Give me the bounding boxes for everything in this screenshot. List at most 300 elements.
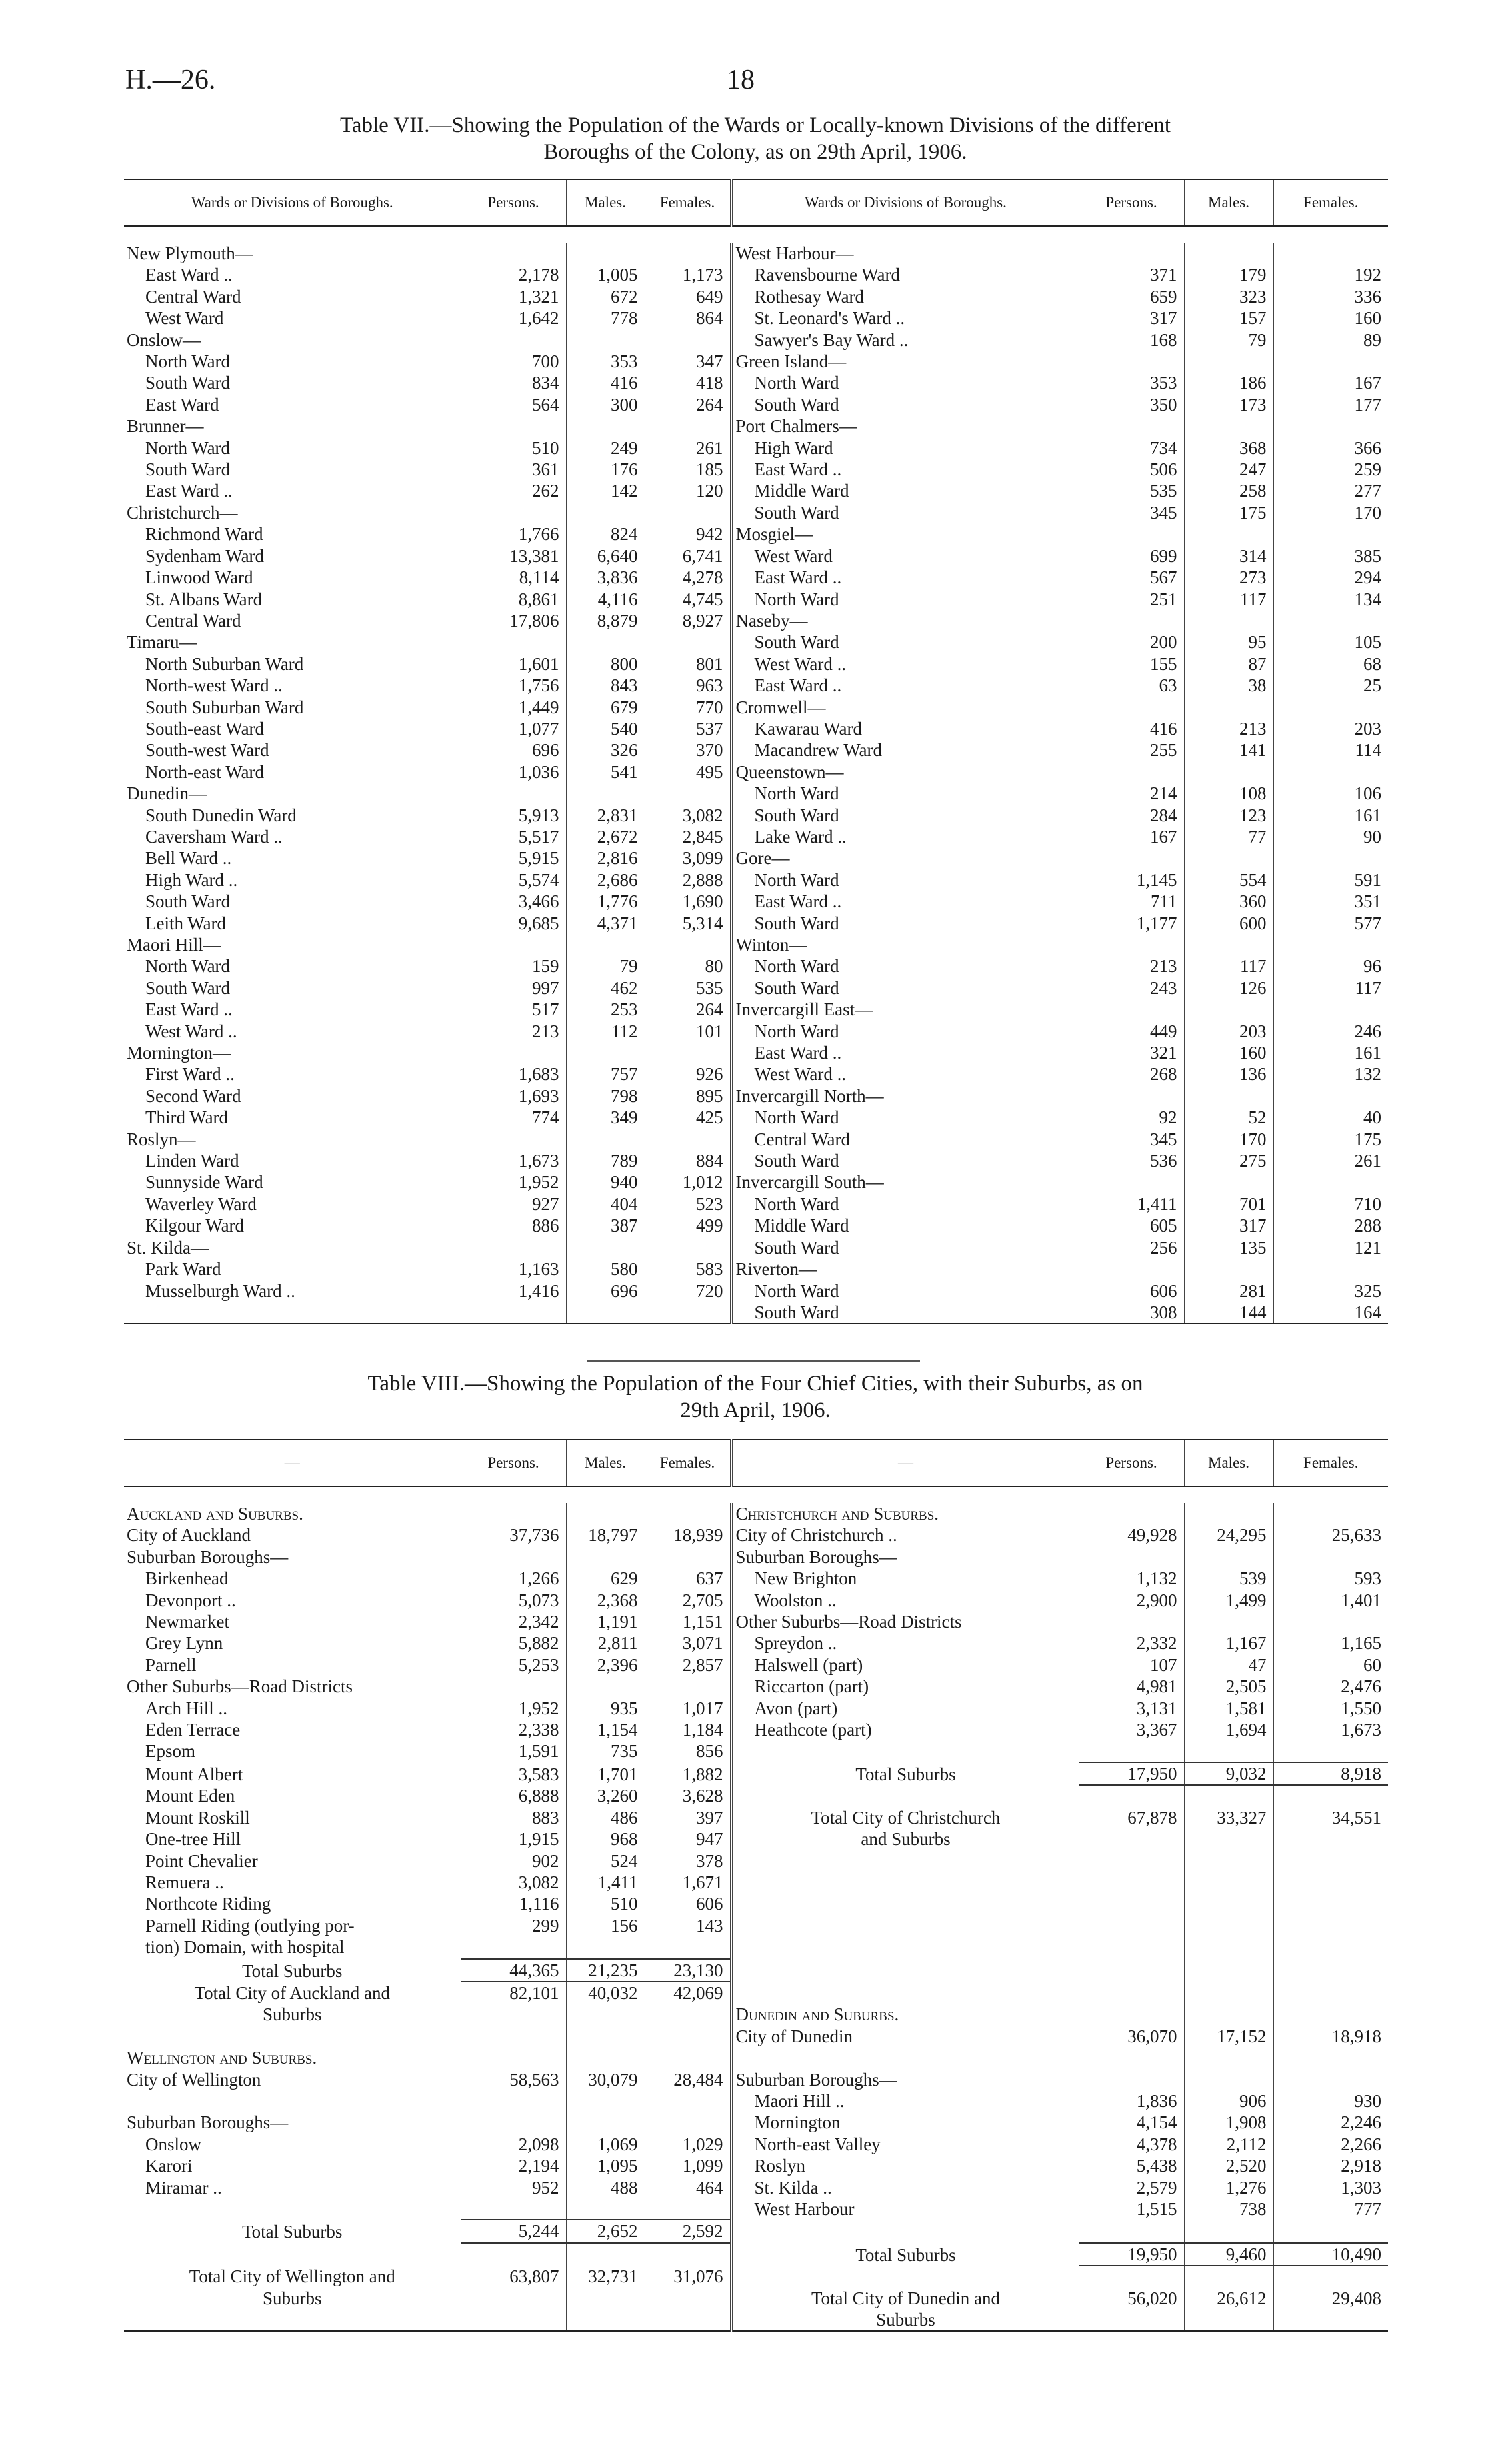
empty-cell [1273, 2266, 1388, 2287]
empty-cell [1273, 1611, 1388, 1632]
row-label: East Ward [145, 394, 219, 415]
empty-cell [731, 1936, 1079, 1958]
males-value: 323 [1184, 286, 1273, 307]
table-row [124, 1237, 1388, 1258]
persons-value: 92 [1079, 1107, 1184, 1128]
females-value: 1,151 [645, 1611, 731, 1632]
persons-value: 8,114 [461, 567, 566, 588]
row-label: Mosgiel— [731, 523, 1079, 545]
females-value: 1,165 [1273, 1632, 1388, 1654]
row-label: North Ward [731, 1193, 1079, 1215]
persons-value: 13,381 [461, 545, 566, 567]
empty-cell [566, 934, 645, 955]
empty-cell [1184, 1959, 1273, 1982]
table-row [124, 1021, 1388, 1042]
persons-value: 36,070 [1079, 2026, 1184, 2047]
row-label: Leith Ward [145, 913, 227, 933]
females-value: 942 [645, 523, 731, 545]
persons-value: 37,736 [461, 1524, 566, 1546]
empty-cell [1184, 761, 1273, 783]
table-row [124, 2090, 1388, 2112]
row-label: South Ward [731, 805, 1079, 826]
empty-cell [1184, 2309, 1273, 2331]
empty-cell [731, 1872, 1079, 1893]
males-value: 47 [1184, 1654, 1273, 1676]
row-label: Sydenham Ward [145, 545, 265, 566]
row-label: Naseby— [731, 610, 1079, 631]
empty-cell [1079, 2266, 1184, 2287]
males-value: 360 [1184, 891, 1273, 912]
row-label: First Ward .. [145, 1064, 235, 1085]
empty-cell [1273, 999, 1388, 1020]
persons-value: 371 [1079, 264, 1184, 285]
females-value: 770 [645, 697, 731, 718]
empty-cell [1079, 1872, 1184, 1893]
table-row [124, 869, 1388, 891]
row-label: Suburbs [262, 2004, 322, 2025]
empty-cell [124, 2090, 461, 2112]
empty-cell [566, 2004, 645, 2025]
empty-cell [1079, 610, 1184, 631]
empty-cell [1273, 1503, 1388, 1524]
empty-cell [1273, 2220, 1388, 2242]
row-label: North Ward [731, 955, 1079, 977]
empty-cell [731, 1785, 1079, 1806]
row-label: Ravensbourne Ward [731, 264, 1079, 285]
females-value: 96 [1273, 955, 1388, 977]
table-row [124, 761, 1388, 783]
row-label: Central Ward [731, 1129, 1079, 1150]
empty-cell [124, 2198, 461, 2220]
row-label: East Ward .. [731, 459, 1079, 480]
empty-cell [1184, 610, 1273, 631]
col-header-females: Females. [645, 179, 731, 226]
row-label: Total City of Auckland and [194, 1982, 391, 2003]
row-label: Lake Ward .. [731, 826, 1079, 847]
females-value: 3,099 [645, 847, 731, 869]
females-value: 720 [645, 1280, 731, 1302]
males-value: 2,396 [566, 1654, 645, 1676]
row-label: Central Ward [145, 610, 241, 631]
males-value: 4,116 [566, 589, 645, 610]
empty-cell [1184, 1785, 1273, 1806]
empty-cell [1273, 1850, 1388, 1872]
row-label: Suburban Boroughs— [731, 1546, 1079, 1568]
col-header-persons: Persons. [461, 179, 566, 226]
row-label: South Ward [731, 1237, 1079, 1258]
empty-cell [566, 2026, 645, 2047]
table-row [124, 2288, 1388, 2309]
table-row [124, 1982, 1388, 2004]
males-value: 1,411 [566, 1872, 645, 1893]
row-label: Halswell (part) [731, 1654, 1079, 1676]
persons-value: 155 [1079, 653, 1184, 675]
males-value: 554 [1184, 869, 1273, 891]
empty-cell [645, 329, 731, 351]
females-value: 378 [645, 1850, 731, 1872]
row-label: Suburban Boroughs— [731, 2069, 1079, 2090]
males-value: 6,640 [566, 545, 645, 567]
females-value: 25 [1273, 675, 1388, 696]
persons-value: 168 [1079, 329, 1184, 351]
row-label: Parnell Riding (outlying por- [145, 1915, 355, 1936]
persons-value: 214 [1079, 783, 1184, 804]
persons-value: 1,077 [461, 718, 566, 739]
males-value: 79 [1184, 329, 1273, 351]
males-value: 524 [566, 1850, 645, 1872]
persons-value: 1,116 [461, 1893, 566, 1914]
row-label: Onslow— [127, 329, 201, 350]
persons-value: 1,952 [461, 1171, 566, 1193]
empty-cell [1184, 415, 1273, 437]
table8-body [124, 1486, 1388, 2331]
persons-value: 567 [1079, 567, 1184, 588]
persons-value: 1,266 [461, 1568, 566, 1589]
females-value: 10,490 [1273, 2243, 1388, 2266]
table-row [124, 2155, 1388, 2176]
males-value: 4,371 [566, 913, 645, 934]
females-value: 336 [1273, 286, 1388, 307]
row-label: North Ward [731, 1021, 1079, 1042]
males-value: 1,069 [566, 2134, 645, 2155]
empty-cell [1079, 697, 1184, 718]
females-value: 895 [645, 1085, 731, 1107]
empty-cell [566, 1042, 645, 1063]
empty-cell [645, 1237, 731, 1258]
persons-value: 927 [461, 1193, 566, 1215]
empty-cell [566, 2243, 645, 2266]
persons-value: 268 [1079, 1063, 1184, 1085]
empty-cell [461, 1042, 566, 1063]
row-label: Linwood Ward [145, 567, 253, 588]
females-value: 523 [645, 1193, 731, 1215]
males-value: 157 [1184, 307, 1273, 329]
row-label: Epsom [145, 1741, 196, 1762]
row-label: Middle Ward [731, 1215, 1079, 1236]
row-label: Maori Hill— [127, 935, 221, 955]
males-value: 126 [1184, 977, 1273, 999]
empty-cell [1273, 243, 1388, 264]
empty-cell [1273, 1085, 1388, 1107]
persons-value: 5,244 [461, 2220, 566, 2242]
females-value: 593 [1273, 1568, 1388, 1589]
row-label: North-west Ward .. [145, 675, 283, 696]
col-header-wards: Wards or Divisions of Boroughs. [731, 179, 1079, 226]
row-label: New Plymouth— [127, 243, 253, 263]
table-row [124, 2243, 1388, 2266]
col-header-blank: — [124, 1440, 461, 1486]
empty-cell [461, 2198, 566, 2220]
females-value: 649 [645, 286, 731, 307]
empty-cell [1273, 2309, 1388, 2331]
males-value: 108 [1184, 783, 1273, 804]
females-value: 2,266 [1273, 2134, 1388, 2155]
males-value: 1,154 [566, 1719, 645, 1740]
row-label: City of Christchurch .. [731, 1524, 1079, 1546]
row-label: West Harbour— [731, 243, 1079, 264]
row-label: South Ward [731, 1302, 1079, 1324]
row-label: Suburbs [262, 2288, 322, 2308]
females-value: 4,278 [645, 567, 731, 588]
females-value: 246 [1273, 1021, 1388, 1042]
persons-value: 605 [1079, 1215, 1184, 1236]
row-label: North-east Ward [145, 761, 265, 782]
empty-cell [645, 2198, 731, 2220]
females-value: 385 [1273, 545, 1388, 567]
females-value: 68 [1273, 653, 1388, 675]
row-label: North Ward [145, 351, 231, 372]
table-row [124, 459, 1388, 480]
empty-cell [1079, 523, 1184, 545]
empty-cell [566, 783, 645, 804]
empty-cell [1184, 999, 1273, 1020]
persons-value: 1,591 [461, 1740, 566, 1762]
row-label: Other Suburbs—Road Districts [127, 1676, 353, 1697]
males-value: 300 [566, 394, 645, 415]
row-label: South Ward [731, 502, 1079, 523]
persons-value: 1,132 [1079, 1568, 1184, 1589]
table-row [124, 934, 1388, 955]
row-label: St. Kilda .. [731, 2177, 1079, 2198]
col-header-females: Females. [1273, 1440, 1388, 1486]
empty-cell [461, 2288, 566, 2309]
table-row [124, 1215, 1388, 1236]
females-value: 856 [645, 1740, 731, 1762]
females-value: 192 [1273, 264, 1388, 285]
males-value: 142 [566, 480, 645, 501]
females-value: 1,099 [645, 2155, 731, 2176]
table-row [124, 351, 1388, 372]
females-value: 114 [1273, 739, 1388, 761]
row-label: Suburban Boroughs— [127, 1546, 289, 1567]
females-value: 161 [1273, 1042, 1388, 1063]
table-row [124, 2047, 1388, 2068]
persons-value: 308 [1079, 1302, 1184, 1324]
persons-value: 1,145 [1079, 869, 1184, 891]
empty-cell [1079, 934, 1184, 955]
persons-value: 1,766 [461, 523, 566, 545]
row-label: Woolston .. [731, 1590, 1079, 1611]
row-label: Onslow [145, 2134, 202, 2154]
males-value: 1,776 [566, 891, 645, 912]
females-value: 175 [1273, 1129, 1388, 1150]
row-label: Total City of Wellington and [189, 2266, 395, 2287]
males-value: 349 [566, 1107, 645, 1128]
females-value: 1,550 [1273, 1698, 1388, 1719]
empty-cell [1079, 1171, 1184, 1193]
females-value: 418 [645, 372, 731, 393]
females-value: 591 [1273, 869, 1388, 891]
males-value: 541 [566, 761, 645, 783]
persons-value: 1,177 [1079, 913, 1184, 934]
empty-cell [645, 1503, 731, 1524]
males-value: 824 [566, 523, 645, 545]
table-row [124, 675, 1388, 696]
row-label: Parnell [145, 1654, 197, 1675]
empty-cell [1079, 243, 1184, 264]
table-row [124, 1807, 1388, 1828]
persons-value: 2,098 [461, 2134, 566, 2155]
females-value: 2,592 [645, 2220, 731, 2242]
table-row [124, 415, 1388, 437]
persons-value: 9,685 [461, 913, 566, 934]
table-row [124, 264, 1388, 285]
males-value: 1,095 [566, 2155, 645, 2176]
row-label: Miramar .. [145, 2177, 222, 2198]
table-row [124, 610, 1388, 631]
row-label: Dunedin— [127, 783, 207, 804]
empty-cell [566, 2090, 645, 2112]
row-label: Bell Ward .. [145, 848, 232, 869]
row-label: South Ward [731, 631, 1079, 653]
persons-value: 696 [461, 739, 566, 761]
males-value: 317 [1184, 1215, 1273, 1236]
row-label: High Ward [731, 437, 1079, 459]
females-value: 18,918 [1273, 2026, 1388, 2047]
males-value: 186 [1184, 372, 1273, 393]
persons-value: 774 [461, 1107, 566, 1128]
persons-value: 1,642 [461, 307, 566, 329]
females-value: 89 [1273, 329, 1388, 351]
persons-value: 1,836 [1079, 2090, 1184, 2112]
males-value: 696 [566, 1280, 645, 1302]
persons-value: 700 [461, 351, 566, 372]
table-row [124, 783, 1388, 804]
females-value: 1,401 [1273, 1590, 1388, 1611]
row-label: Total Suburbs [242, 1960, 343, 1981]
table-row [124, 523, 1388, 545]
females-value: 203 [1273, 718, 1388, 739]
row-label: One-tree Hill [145, 1829, 241, 1850]
empty-cell [566, 1936, 645, 1958]
table-row [124, 2309, 1388, 2331]
table-row [124, 243, 1388, 264]
persons-value: 1,321 [461, 286, 566, 307]
empty-cell [1079, 2047, 1184, 2068]
row-label: South Ward [731, 1150, 1079, 1171]
col-header-males: Males. [566, 1440, 645, 1486]
table-row [124, 2026, 1388, 2047]
table-row [124, 545, 1388, 567]
females-value: 606 [645, 1893, 731, 1914]
males-value: 112 [566, 1021, 645, 1042]
table-row [124, 1740, 1388, 1762]
males-value: 1,005 [566, 264, 645, 285]
row-label: Karori [145, 2156, 193, 2176]
empty-cell [461, 1936, 566, 1958]
table-row [124, 955, 1388, 977]
males-value: 2,368 [566, 1590, 645, 1611]
females-value: 535 [645, 977, 731, 999]
empty-cell [461, 1503, 566, 1524]
row-label: North Ward [731, 372, 1079, 393]
row-label: Avon (part) [731, 1698, 1079, 1719]
persons-value: 5,438 [1079, 2155, 1184, 2176]
table-row [124, 1654, 1388, 1676]
males-value: 21,235 [566, 1959, 645, 1982]
empty-cell [1273, 697, 1388, 718]
empty-cell [1079, 415, 1184, 437]
row-label: South Ward [145, 459, 231, 480]
empty-cell [1273, 415, 1388, 437]
persons-value: 299 [461, 1915, 566, 1936]
males-value: 9,032 [1184, 1762, 1273, 1785]
table-row [124, 1632, 1388, 1654]
males-value: 32,731 [566, 2266, 645, 2287]
persons-value: 44,365 [461, 1959, 566, 1982]
females-value: 6,741 [645, 545, 731, 567]
females-value: 397 [645, 1807, 731, 1828]
row-label: Sawyer's Bay Ward .. [731, 329, 1079, 351]
females-value: 105 [1273, 631, 1388, 653]
table8-city-population [124, 1439, 1388, 2332]
persons-value: 3,583 [461, 1762, 566, 1785]
row-label: City of Wellington [127, 2069, 261, 2090]
empty-cell [731, 2220, 1079, 2242]
males-value: 9,460 [1184, 2243, 1273, 2266]
females-value: 801 [645, 653, 731, 675]
persons-value: 2,342 [461, 1611, 566, 1632]
males-value: 33,327 [1184, 1807, 1273, 1828]
females-value: 167 [1273, 372, 1388, 393]
empty-cell [645, 934, 731, 955]
row-label: Riccarton (part) [731, 1676, 1079, 1697]
empty-cell [645, 1042, 731, 1063]
col-header-females: Females. [645, 1440, 731, 1486]
females-value: 80 [645, 955, 731, 977]
row-label: East Ward .. [145, 265, 233, 285]
females-value: 120 [645, 480, 731, 501]
row-label: Park Ward [145, 1259, 221, 1280]
empty-cell [1079, 1982, 1184, 2004]
persons-value: 2,579 [1079, 2177, 1184, 2198]
table-row [124, 631, 1388, 653]
persons-value: 5,574 [461, 869, 566, 891]
females-value: 347 [645, 351, 731, 372]
table-row [124, 1568, 1388, 1589]
empty-cell [461, 1129, 566, 1150]
table-row [124, 1785, 1388, 1806]
empty-cell [1079, 2309, 1184, 2331]
document-reference: H.—26. [125, 65, 216, 95]
empty-cell [731, 1982, 1079, 2004]
empty-cell [1273, 1872, 1388, 1893]
empty-cell [1273, 1171, 1388, 1193]
empty-cell [1273, 1893, 1388, 1914]
persons-value: 5,913 [461, 805, 566, 826]
persons-value: 1,693 [461, 1085, 566, 1107]
persons-value: 1,163 [461, 1258, 566, 1280]
males-value: 416 [566, 372, 645, 393]
males-value: 258 [1184, 480, 1273, 501]
table-row [124, 1828, 1388, 1850]
females-value: 4,745 [645, 589, 731, 610]
males-value: 2,816 [566, 847, 645, 869]
row-label: Middle Ward [731, 480, 1079, 501]
row-label: South Ward [731, 913, 1079, 934]
row-label: North Ward [145, 956, 231, 977]
females-value: 366 [1273, 437, 1388, 459]
females-value: 947 [645, 1828, 731, 1850]
males-value: 1,908 [1184, 2112, 1273, 2133]
empty-cell [1273, 1936, 1388, 1958]
empty-cell [1273, 1828, 1388, 1850]
males-value: 738 [1184, 2198, 1273, 2220]
females-value: 34,551 [1273, 1807, 1388, 1828]
males-value: 1,694 [1184, 1719, 1273, 1740]
males-value: 135 [1184, 1237, 1273, 1258]
females-value: 3,628 [645, 1785, 731, 1806]
